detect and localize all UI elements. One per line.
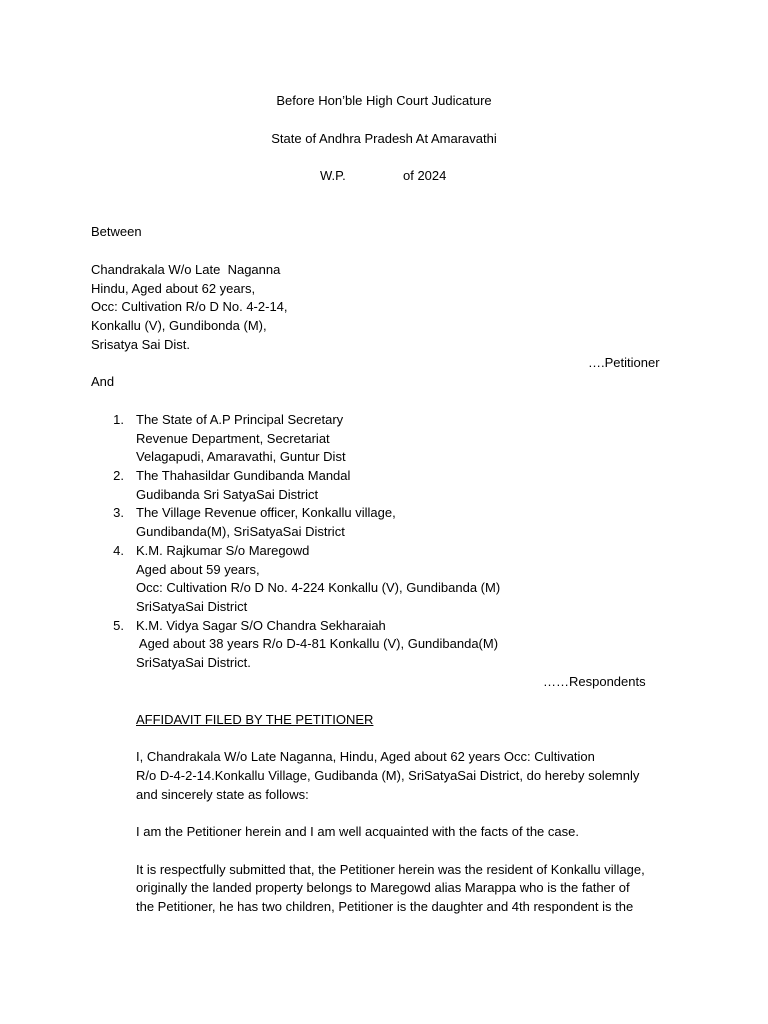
respondent-line: The Thahasildar Gundibanda Mandal xyxy=(136,468,351,483)
affidavit-para-line: I, Chandrakala W/o Late Naganna, Hindu, Aged about 62 years Occ: Cultivation xyxy=(136,749,595,764)
and-label: And xyxy=(91,374,115,389)
respondent-line: SriSatyaSai District xyxy=(136,599,248,614)
affidavit-para-line: the Petitioner, he has two children, Petitioner is the daughter and 4th respondent is the xyxy=(136,899,634,914)
affidavit-para-line: R/o D-4-2-14.Konkallu Village, Gudibanda (M), SriSatyaSai District, do hereby solemnly xyxy=(136,768,640,783)
respondent-number: 4. xyxy=(113,543,124,558)
respondent-line: The Village Revenue officer, Konkallu village, xyxy=(136,505,396,520)
between-label: Between xyxy=(91,224,142,239)
respondent-line: Velagapudi, Amaravathi, Guntur Dist xyxy=(136,449,346,464)
respondent-line: Aged about 59 years, xyxy=(136,562,260,577)
affidavit-para-line: It is respectfully submitted that, the Petitioner herein was the resident of Konkallu village, xyxy=(136,862,645,877)
petitioner-line: Hindu, Aged about 62 years, xyxy=(91,281,256,296)
wp-year: of 2024 xyxy=(403,168,447,183)
respondent-number: 5. xyxy=(113,618,124,633)
court-location: State of Andhra Pradesh At Amaravathi xyxy=(271,131,497,146)
court-heading: Before Hon’ble High Court Judicature xyxy=(276,93,492,108)
petitioner-line: Srisatya Sai Dist. xyxy=(91,337,190,352)
respondent-line: K.M. Rajkumar S/o Maregowd xyxy=(136,543,310,558)
petitioner-line: Chandrakala W/o Late Naganna xyxy=(91,262,281,277)
respondent-line: SriSatyaSai District. xyxy=(136,655,251,670)
respondents-label: ……Respondents xyxy=(543,674,646,689)
respondent-number: 3. xyxy=(113,505,124,520)
respondent-line: The State of A.P Principal Secretary xyxy=(136,412,344,427)
respondent-line: Aged about 38 years R/o D-4-81 Konkallu (V), Gundibanda(M) xyxy=(136,636,499,651)
wp-prefix: W.P. xyxy=(320,168,346,183)
respondent-number: 1. xyxy=(113,412,124,427)
respondent-line: Gudibanda Sri SatyaSai District xyxy=(136,487,319,502)
affidavit-para-line: and sincerely state as follows: xyxy=(136,787,309,802)
affidavit-para-line: originally the landed property belongs to Maregowd alias Marappa who is the father of xyxy=(136,880,630,895)
respondent-line: K.M. Vidya Sagar S/O Chandra Sekharaiah xyxy=(136,618,386,633)
respondent-line: Revenue Department, Secretariat xyxy=(136,431,330,446)
petitioner-line: Konkallu (V), Gundibonda (M), xyxy=(91,318,267,333)
respondent-line: Occ: Cultivation R/o D No. 4-224 Konkallu (V), Gundibanda (M) xyxy=(136,580,501,595)
affidavit-title: AFFIDAVIT FILED BY THE PETITIONER xyxy=(136,712,374,727)
petitioner-label: ….Petitioner xyxy=(588,355,660,370)
respondent-number: 2. xyxy=(113,468,124,483)
petitioner-line: Occ: Cultivation R/o D No. 4-2-14, xyxy=(91,299,288,314)
affidavit-para-line: I am the Petitioner herein and I am well acquainted with the facts of the case. xyxy=(136,824,579,839)
respondent-line: Gundibanda(M), SriSatyaSai District xyxy=(136,524,345,539)
